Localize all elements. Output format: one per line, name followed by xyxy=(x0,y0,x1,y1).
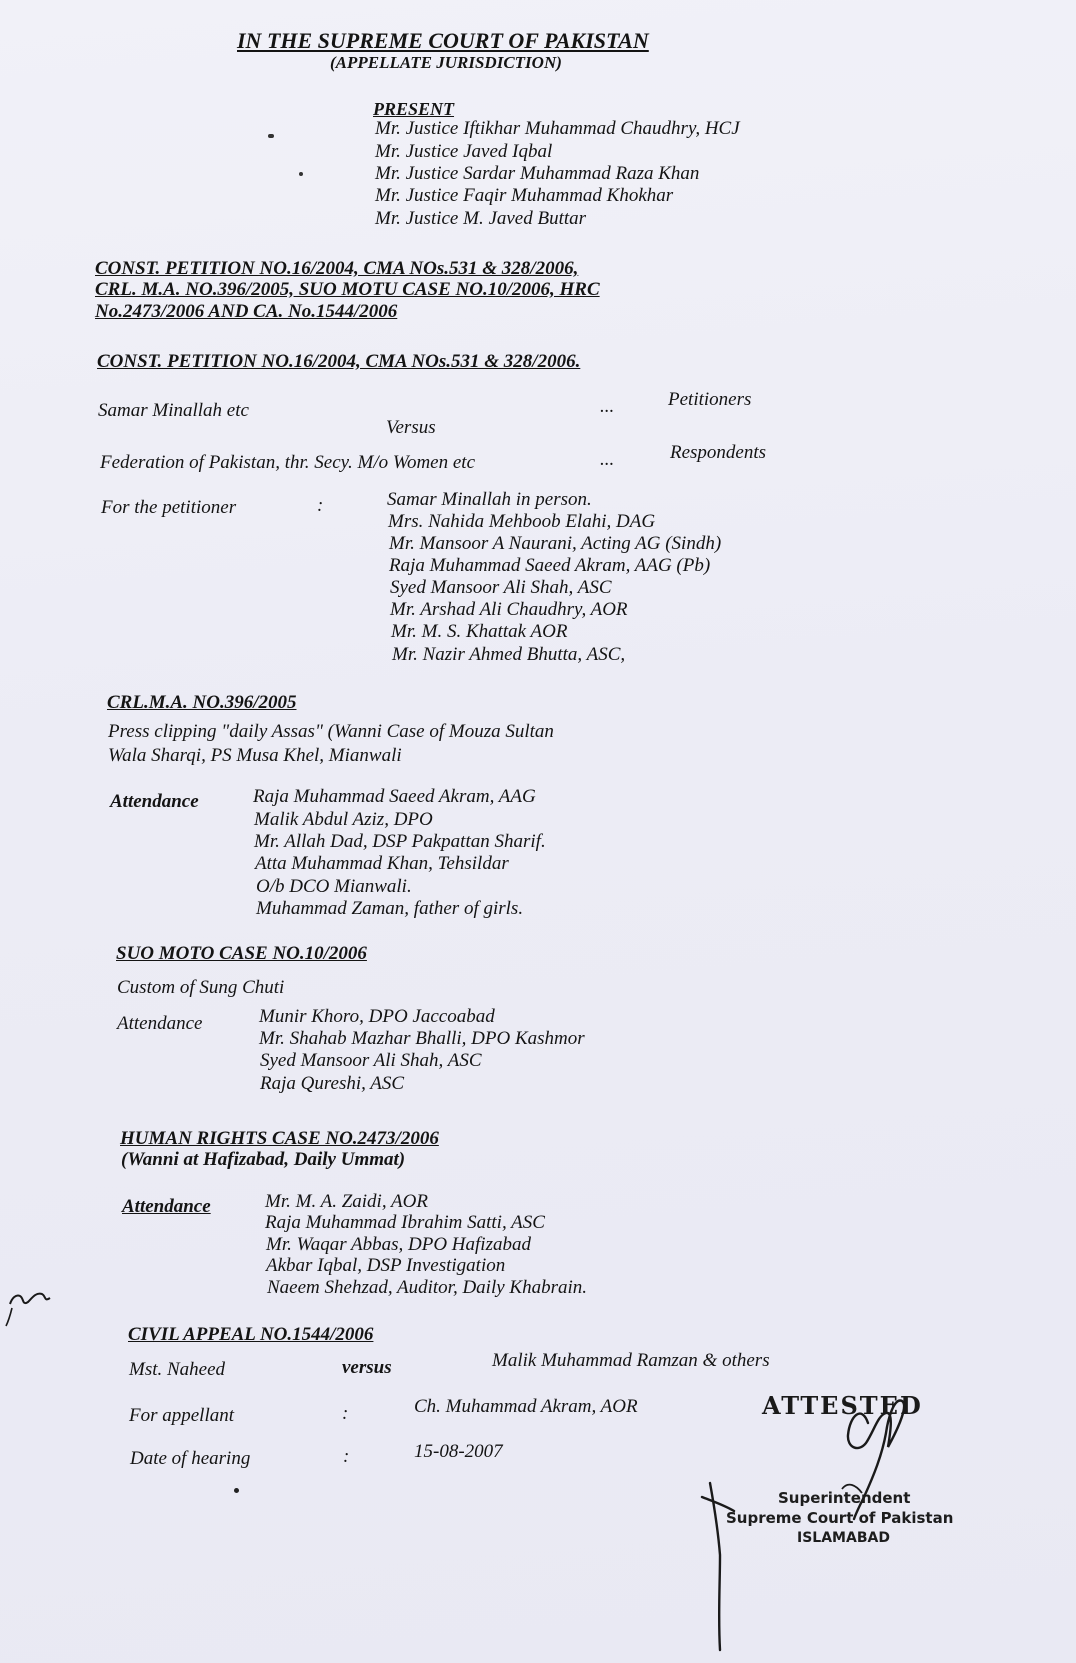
attendee: Mr. Waqar Abbas, DPO Hafizabad xyxy=(266,1234,531,1255)
crl-ma-description: Wala Sharqi, PS Musa Khel, Mianwali xyxy=(108,745,402,766)
counsel: Raja Muhammad Saeed Akram, AAG (Pb) xyxy=(389,555,711,576)
attendee: Naeem Shehzad, Auditor, Daily Khabrain. xyxy=(267,1277,588,1298)
margin-initial-mark xyxy=(2,1268,62,1328)
attendance-label: Attendance xyxy=(110,791,199,812)
counsel: Mr. Arshad Ali Chaudhry, AOR xyxy=(390,599,628,620)
versus: versus xyxy=(342,1357,392,1378)
attendee: Malik Abdul Aziz, DPO xyxy=(254,809,433,830)
attestation-title: Superintendent xyxy=(778,1489,911,1507)
date-of-hearing-label: Date of hearing xyxy=(130,1448,251,1469)
attendee: Syed Mansoor Ali Shah, ASC xyxy=(260,1050,482,1071)
appellant-name: Mst. Naheed xyxy=(129,1359,226,1380)
judge: Mr. Justice M. Javed Buttar xyxy=(375,208,587,229)
counsel: Mr. Nazir Ahmed Bhutta, ASC, xyxy=(392,644,626,665)
judge: Mr. Justice Iftikhar Muhammad Chaudhry, HCJ xyxy=(375,118,740,139)
crl-ma-heading: CRL.M.A. NO.396/2005 xyxy=(107,692,297,713)
judge: Mr. Justice Sardar Muhammad Raza Khan xyxy=(375,163,700,184)
judge: Mr. Justice Faqir Muhammad Khokhar xyxy=(375,185,674,206)
hrc-heading: HUMAN RIGHTS CASE NO.2473/2006 xyxy=(120,1128,439,1149)
civil-appeal-heading: CIVIL APPEAL NO.1544/2006 xyxy=(128,1324,374,1345)
attested-stamp: ATTESTED xyxy=(762,1391,923,1420)
scan-speck xyxy=(234,1488,239,1493)
dots: ... xyxy=(600,449,615,470)
attendance-label: Attendance xyxy=(117,1013,203,1034)
signature-flourish xyxy=(690,1475,750,1655)
case-title-line: No.2473/2006 AND CA. No.1544/2006 xyxy=(95,301,398,322)
case-title-line: CONST. PETITION NO.16/2004, CMA NOs.531 & 328/2006, xyxy=(95,258,579,279)
attendee: Mr. Allah Dad, DSP Pakpattan Sharif. xyxy=(254,831,546,852)
attendee: Raja Qureshi, ASC xyxy=(260,1073,405,1094)
for-petitioner-label: For the petitioner xyxy=(101,497,237,518)
attestation-city: ISLAMABAD xyxy=(797,1530,890,1546)
attendee: Akbar Iqbal, DSP Investigation xyxy=(266,1255,506,1276)
counsel: Mr. M. S. Khattak AOR xyxy=(391,621,568,642)
court-title: IN THE SUPREME COURT OF PAKISTAN xyxy=(237,28,649,53)
attendee: Mr. Shahab Mazhar Bhalli, DPO Kashmor xyxy=(259,1028,585,1049)
colon: : xyxy=(317,495,324,516)
respondent-name: Malik Muhammad Ramzan & others xyxy=(492,1350,770,1371)
dots: ... xyxy=(600,396,615,417)
counsel: Mr. Mansoor A Naurani, Acting AG (Sindh) xyxy=(389,533,722,554)
suo-moto-heading: SUO MOTO CASE NO.10/2006 xyxy=(116,943,367,964)
attendee: Raja Muhammad Saeed Akram, AAG xyxy=(253,786,536,807)
respondent-name: Federation of Pakistan, thr. Secy. M/o Women etc xyxy=(100,452,475,473)
for-appellant-label: For appellant xyxy=(129,1405,235,1426)
counsel: Mrs. Nahida Mehboob Elahi, DAG xyxy=(388,511,656,532)
judge: Mr. Justice Javed Iqbal xyxy=(375,141,553,162)
case-title-line: CRL. M.A. NO.396/2005, SUO MOTU CASE NO.10/2006, HRC xyxy=(95,279,600,300)
petitioner-name: Samar Minallah etc xyxy=(98,400,249,421)
suo-moto-description: Custom of Sung Chuti xyxy=(117,977,285,998)
attendance-label: Attendance xyxy=(122,1196,211,1217)
colon: : xyxy=(342,1403,349,1424)
respondent-role: Respondents xyxy=(670,442,767,463)
jurisdiction: (APPELLATE JURISDICTION) xyxy=(330,53,562,72)
versus: Versus xyxy=(386,417,436,438)
attendee: Munir Khoro, DPO Jaccoabad xyxy=(259,1006,495,1027)
petitioner-role: Petitioners xyxy=(668,389,752,410)
attendee: Mr. M. A. Zaidi, AOR xyxy=(265,1191,428,1212)
counsel: Samar Minallah in person. xyxy=(387,489,592,510)
attendee: Atta Muhammad Khan, Tehsildar xyxy=(255,853,509,874)
counsel: Syed Mansoor Ali Shah, ASC xyxy=(390,577,612,598)
attendee: Muhammad Zaman, father of girls. xyxy=(256,898,524,919)
hrc-subheading: (Wanni at Hafizabad, Daily Ummat) xyxy=(121,1149,406,1170)
scan-speck xyxy=(268,134,274,138)
appellant-counsel: Ch. Muhammad Akram, AOR xyxy=(414,1396,638,1417)
attendee: Raja Muhammad Ibrahim Satti, ASC xyxy=(265,1212,545,1233)
const-petition-heading: CONST. PETITION NO.16/2004, CMA NOs.531 & 328/2006. xyxy=(97,351,581,372)
present-label: PRESENT xyxy=(373,99,455,119)
colon: : xyxy=(343,1446,350,1467)
scan-speck xyxy=(299,172,303,176)
attestation-court: Supreme Court of Pakistan xyxy=(726,1509,954,1527)
crl-ma-description: Press clipping "daily Assas" (Wanni Case of Mouza Sultan xyxy=(108,721,554,742)
hearing-date: 15-08-2007 xyxy=(414,1441,503,1462)
attendee: O/b DCO Mianwali. xyxy=(256,876,412,897)
